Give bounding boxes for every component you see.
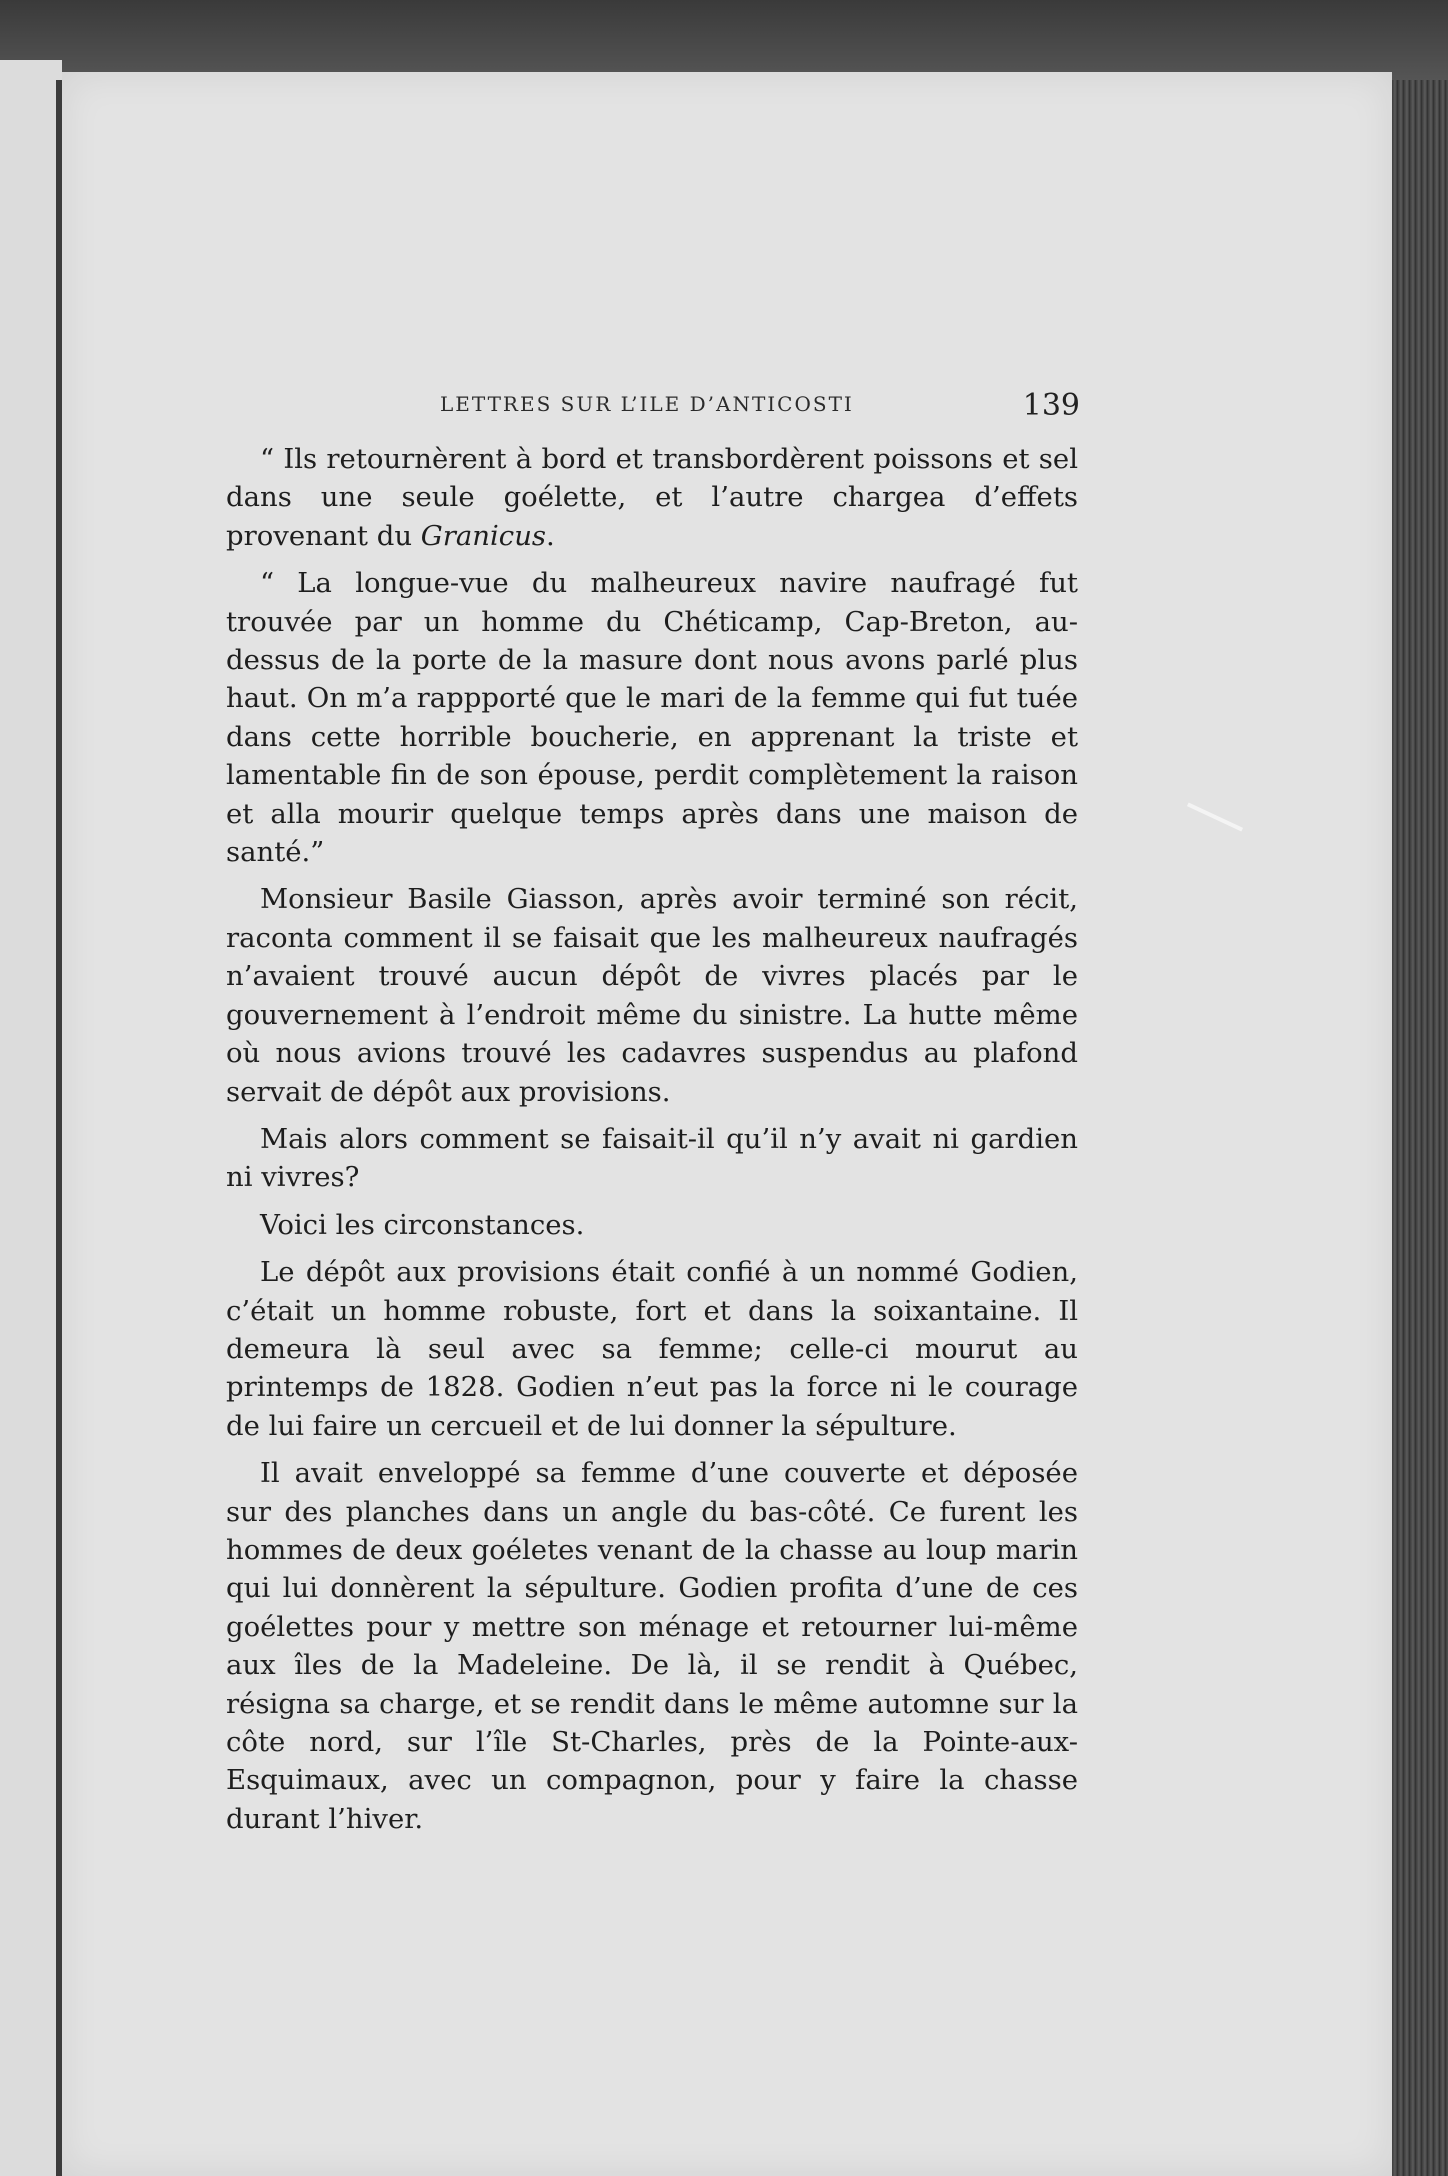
facing-page-edge: [0, 60, 62, 2176]
ship-name-italic: Granicus: [420, 519, 547, 552]
paragraph-1-text: “ Ils retournèrent à bord et transbordèrent poissons et sel dans une seule goélette, et l’autre chargea d’effets provenant du: [226, 443, 1078, 552]
page-number: 139: [1022, 388, 1080, 423]
page-stack-edges: [1392, 80, 1448, 2176]
paragraph-1-end: .: [546, 519, 555, 552]
paragraph-1: [226, 440, 1078, 555]
paragraph-4: Mais alors comment se faisait-il qu’il n’y avait ni gardien ni vivres?: [226, 1122, 1078, 1194]
page-body: [226, 440, 1078, 1847]
paragraph-3: Monsieur Basile Giasson, après avoir terminé son récit, raconta comment il se faisait que les malheureux naufragés n’avaient trouvé aucun dépôt de vivres placés par le gouvernement à l’endroit même du sinistre. La hutte même où nous avions trouvé les cadavres suspendus au plafond servait de dépôt aux provisions.: [226, 883, 1078, 1108]
paragraph-7: Il avait enveloppé sa femme d’une couverte et déposée sur des planches dans un angle du bas-côté. Ce furent les hommes de deux goéletes venant de la chasse au loup marin qui lui donnèrent la sépulture. Godien profita d’une de ces goélettes pour y mettre son ménage et retourner lui-même aux îles de la Madeleine. De là, il se rendit à Québec, résigna sa charge, et se rendit dans le même automne sur la côte nord, sur l’île St-Charles, près de la Pointe-aux-Esquimaux, avec un compagnon, pour y faire la chasse durant l’hiver.: [226, 1457, 1078, 1835]
paragraph-2: “ La longue-vue du malheureux navire naufragé fut trouvée par un homme du Chéticamp, Cap-Breton, au-dessus de la porte de la masure dont nous avons parlé plus haut. On m’a rappporté que le mari de la femme qui fut tuée dans cette horrible boucherie, en apprenant la triste et lamentable fin de son épouse, perdit complètement la raison et alla mourir quelque temps après dans une maison de santé.”: [226, 567, 1078, 869]
running-title: LETTRES SUR L’ILE D’ANTICOSTI: [440, 392, 854, 416]
running-head: [430, 388, 1090, 428]
scanner-background-top: [0, 0, 1448, 80]
paragraph-6: Le dépôt aux provisions était confié à un nommé Godien, c’était un homme robuste, fort et dans la soixantaine. Il demeura là seul avec sa femme; celle-ci mourut au printemps de 1828. Godien n’eut pas la force ni le courage de lui faire un cercueil et de lui donner la sépulture.: [226, 1256, 1078, 1442]
paragraph-5: Voici les circonstances.: [260, 1208, 585, 1241]
